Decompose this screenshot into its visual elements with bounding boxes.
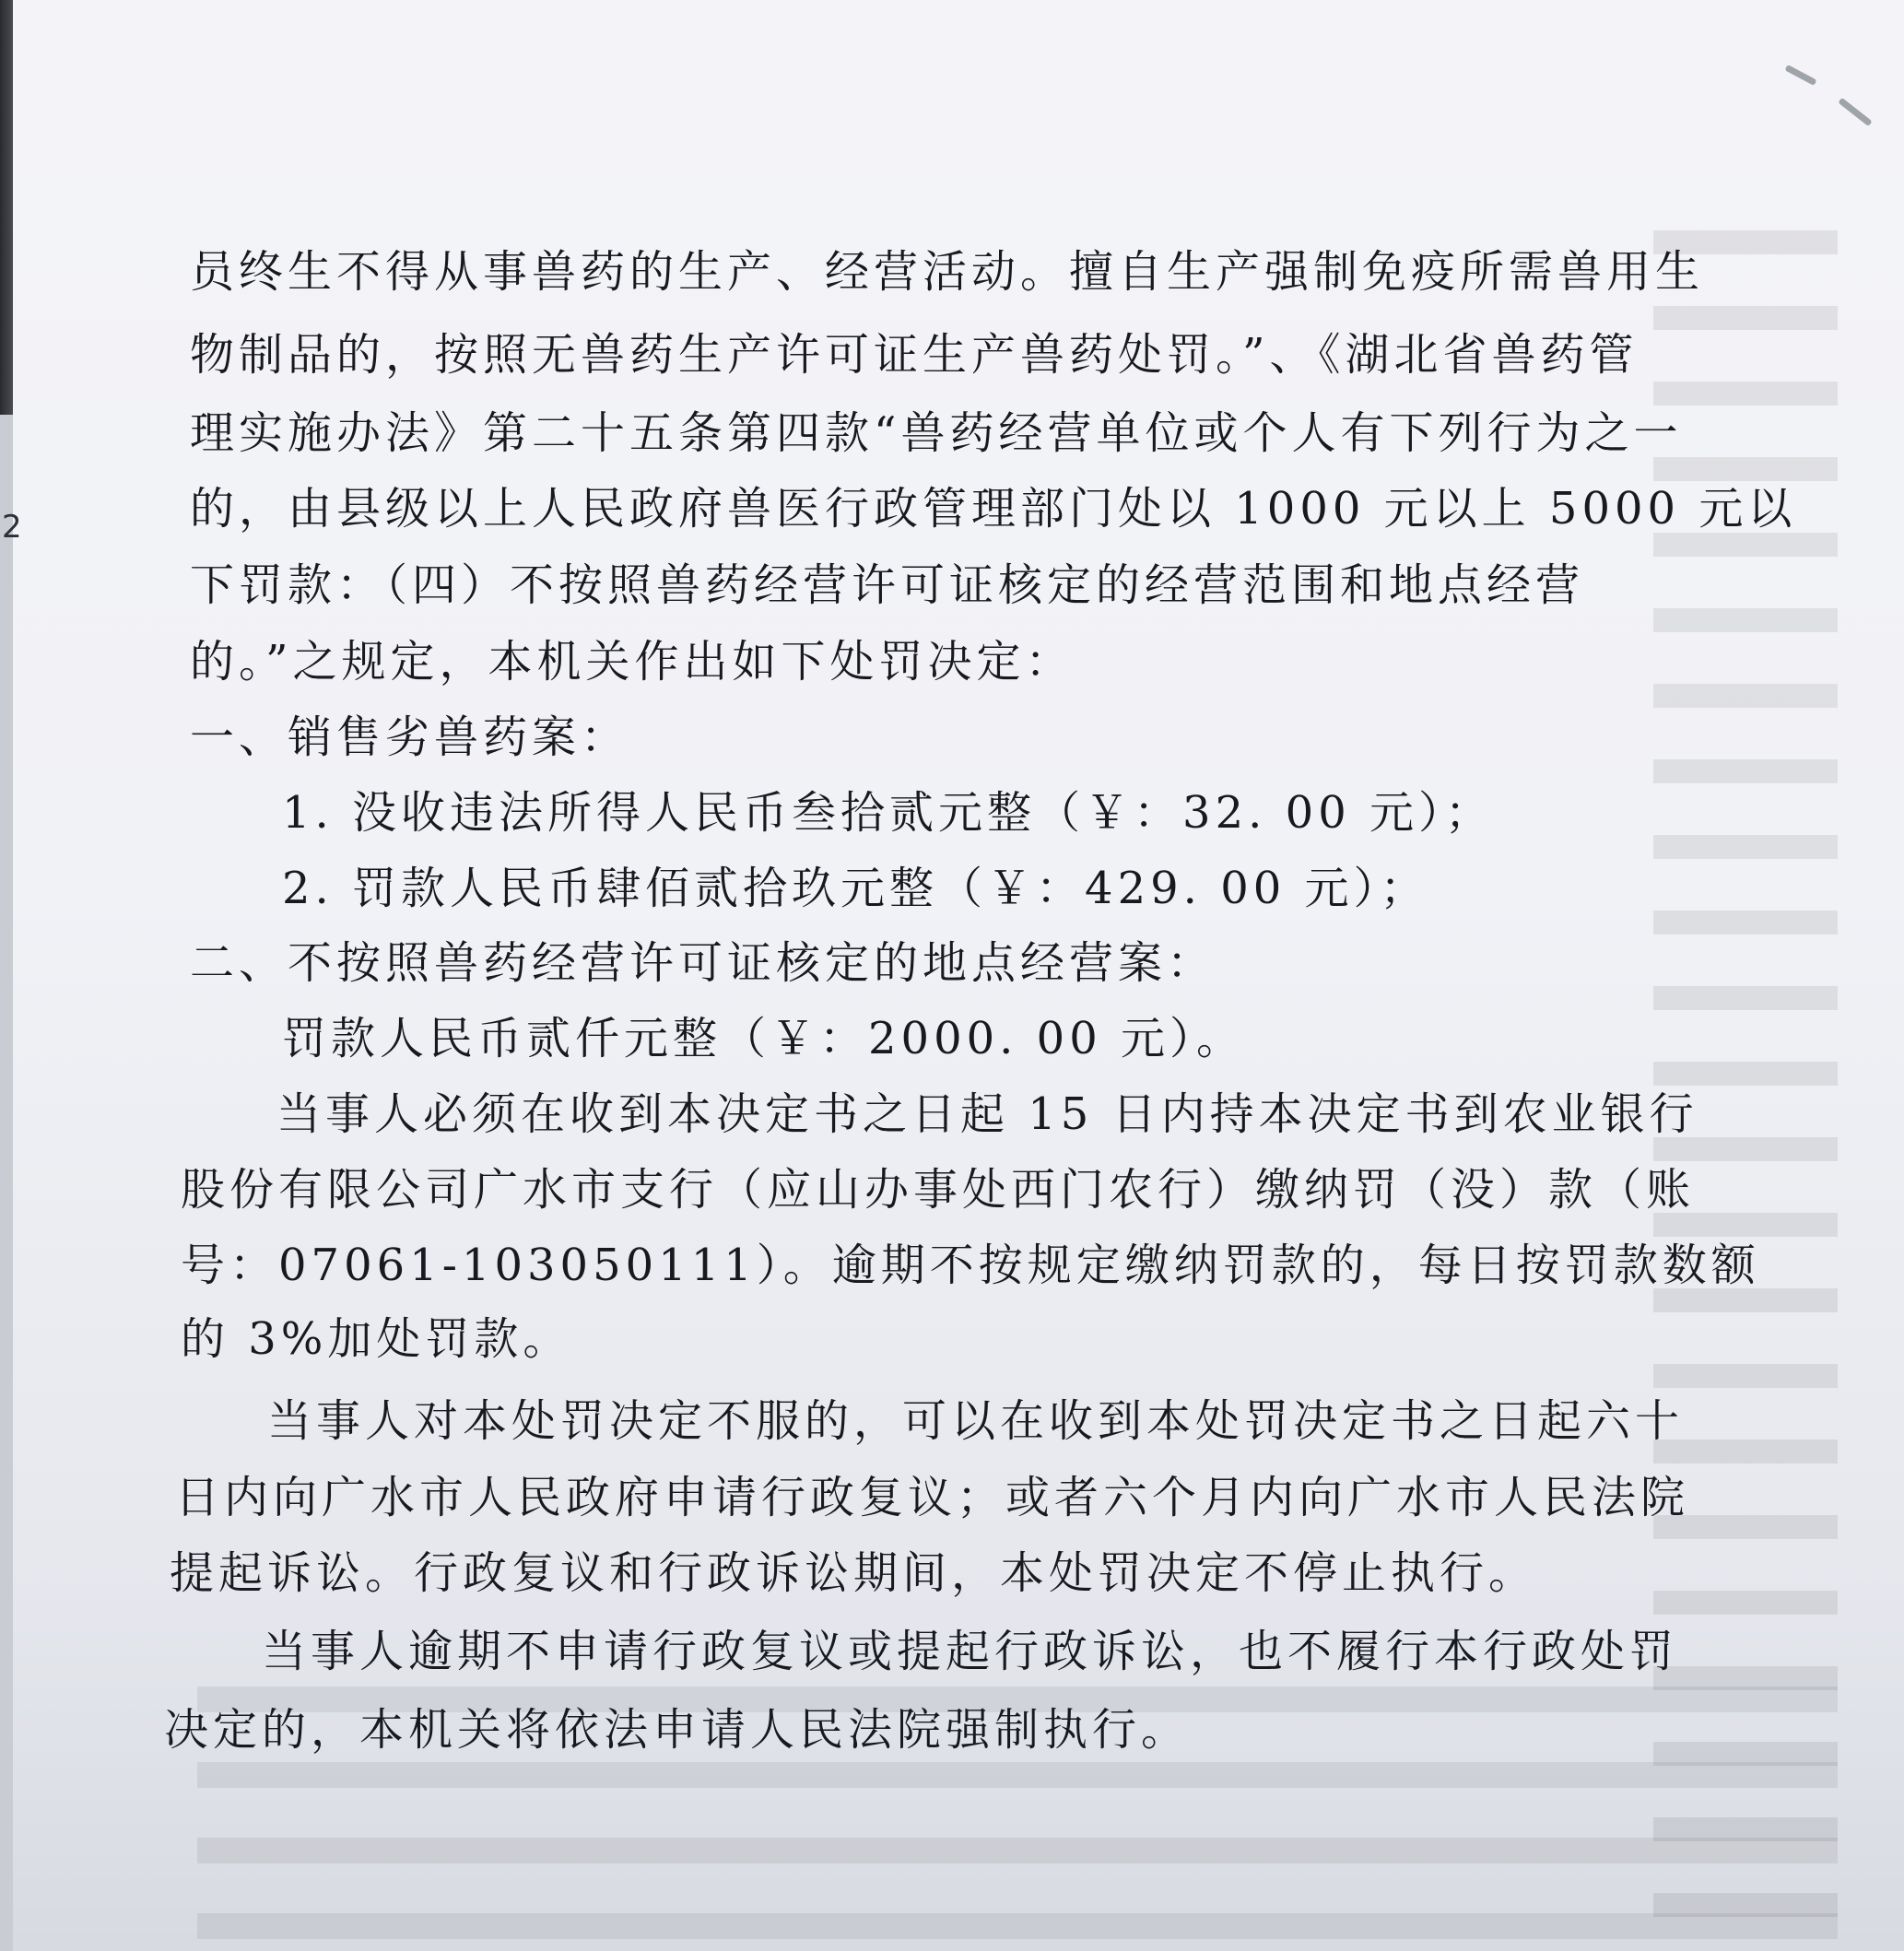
- text-line: 物制品的，按照无兽药生产许可证生产兽药处罚。”、《湖北省兽药管: [190, 329, 1639, 381]
- text-line: 的。”之规定，本机关作出如下处罚决定：: [190, 636, 1075, 688]
- text-line: 提起诉讼。行政复议和行政诉讼期间，本处罚决定不停止执行。: [170, 1547, 1538, 1599]
- handwritten-margin-mark: 2: [2, 509, 22, 546]
- text-line: 员终生不得从事兽药的生产、经营活动。擅自生产强制免疫所需兽用生: [190, 246, 1705, 298]
- text-line: 理实施办法》第二十五条第四款“兽药经营单位或个人有下列行为之一: [190, 407, 1683, 459]
- text-line: 下罚款：（四）不按照兽药经营许可证核定的经营范围和地点经营: [190, 559, 1585, 611]
- staple-mark: [1784, 65, 1816, 86]
- text-line: 的，由县级以上人民政府兽医行政管理部门处以 1000 元以上 5000 元以: [190, 483, 1797, 535]
- section-heading: 一、销售劣兽药案：: [190, 711, 630, 763]
- text-line: 的 3%加处罚款。: [181, 1313, 572, 1365]
- text-line: 当事人必须在收到本决定书之日起 15 日内持本决定书到农业银行: [276, 1088, 1698, 1140]
- text-line: 股份有限公司广水市支行（应山办事处西门农行）缴纳罚（没）款（账: [181, 1164, 1696, 1216]
- text-line: 当事人对本处罚决定不服的，可以在收到本处罚决定书之日起六十: [267, 1395, 1685, 1447]
- text-line: 日内向广水市人民政府申请行政复议；或者六个月内向广水市人民法院: [175, 1472, 1690, 1523]
- penalty-item: 罚款人民币贰仟元整（￥：2000. 00 元）。: [282, 1013, 1246, 1064]
- section-heading: 二、不按照兽药经营许可证核定的地点经营案：: [190, 937, 1216, 989]
- text-line: 号：07061-103050111）。逾期不按规定缴纳罚款的，每日按罚款数额: [181, 1240, 1760, 1291]
- text-line: 决定的，本机关将依法申请人民法院强制执行。: [164, 1704, 1191, 1756]
- staple-mark: [1838, 98, 1872, 126]
- penalty-item: 1. 没收违法所得人民币叁拾贰元整（￥：32. 00 元）；: [282, 787, 1494, 839]
- text-line: 当事人逾期不申请行政复议或提起行政诉讼，也不履行本行政处罚: [262, 1626, 1679, 1677]
- penalty-item: 2. 罚款人民币肆佰贰拾玖元整（￥：429. 00 元）；: [282, 863, 1429, 914]
